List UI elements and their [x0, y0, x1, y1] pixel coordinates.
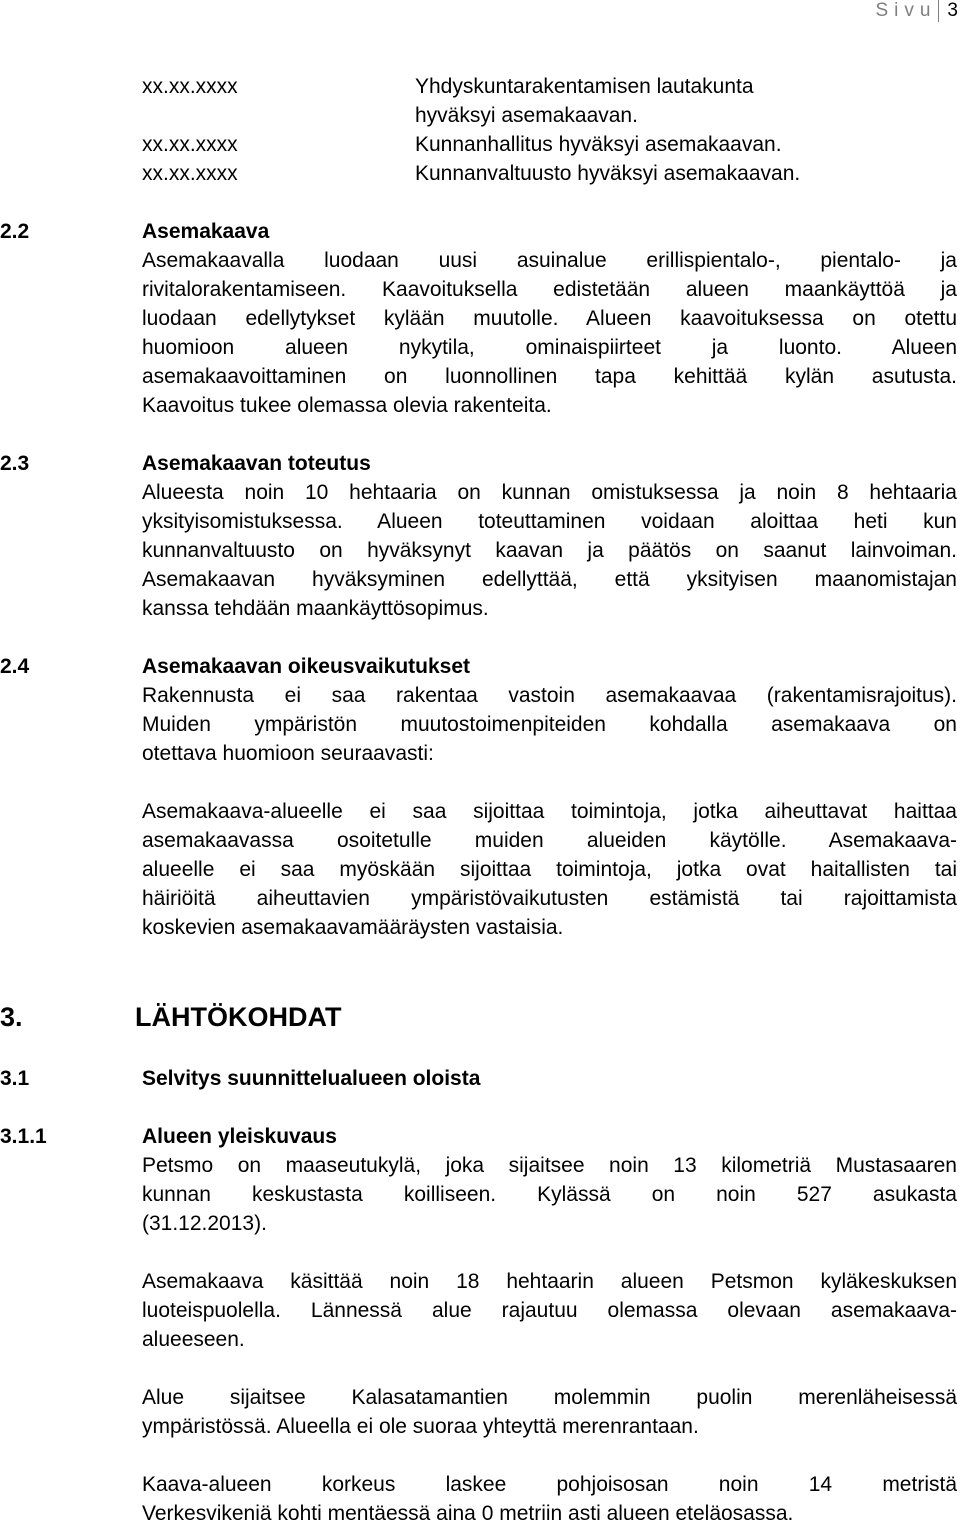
section-number: 2.3: [0, 452, 30, 475]
paragraph-line: Kaavoitus tukee olemassa olevia rakenteita.: [142, 394, 552, 417]
page-word: Sivu: [875, 0, 937, 21]
page-number-divider: [938, 0, 939, 22]
paragraph-line: Verkesvikeniä kohti mentäessä aina 0 metriin asti alueen eteläosassa.: [142, 1502, 794, 1525]
subsection-heading: Alueen yleiskuvaus: [142, 1125, 337, 1148]
paragraph-line: Kaava-alueen korkeus laskee pohjoisosan noin 14 metristä: [142, 1473, 957, 1496]
paragraph-line: huomioon alueen nykytila, ominaispiirteet ja luonto. Alueen: [142, 336, 957, 359]
section-number: 2.2: [0, 220, 30, 243]
history-text: Kunnanhallitus hyväksyi asemakaavan.: [415, 133, 782, 156]
page-number-header: [875, 0, 960, 22]
history-text: hyväksyi asemakaavan.: [415, 104, 638, 127]
history-text: Kunnanvaltuusto hyväksyi asemakaavan.: [415, 162, 801, 185]
paragraph-line: luoteispuolella. Lännessä alue rajautuu olemassa olevaan asemakaava-: [142, 1299, 957, 1322]
paragraph-line: kunnanvaltuusto on hyväksynyt kaavan ja päätös on saanut lainvoiman.: [142, 539, 957, 562]
section-number: 2.4: [0, 655, 30, 678]
paragraph-line: Asemakaava-alueelle ei saa sijoittaa toimintoja, jotka aiheuttavat haittaa: [142, 800, 957, 823]
paragraph-line: Alue sijaitsee Kalasatamantien molemmin puolin merenläheisessä: [142, 1386, 957, 1409]
chapter-number: 3.: [0, 1002, 23, 1032]
paragraph-line: alueelle ei saa myöskään sijoittaa toimintoja, jotka ovat haitallisten tai: [142, 858, 957, 881]
page-number: 3: [947, 0, 958, 21]
paragraph-line: yksityisomistuksessa. Alueen toteuttaminen voidaan aloittaa heti kun: [142, 510, 957, 533]
history-text: Yhdyskuntarakentamisen lautakunta: [415, 75, 754, 98]
paragraph-line: kunnan keskustasta koilliseen. Kylässä on noin 527 asukasta: [142, 1183, 957, 1206]
section-heading: Selvitys suunnittelualueen oloista: [142, 1067, 481, 1090]
paragraph-line: ympäristössä. Alueella ei ole suoraa yhteyttä merenrantaan.: [142, 1415, 699, 1438]
paragraph-line: otettava huomioon seuraavasti:: [142, 742, 434, 765]
section-heading: Asemakaava: [142, 220, 270, 243]
paragraph-line: Asemakaava käsittää noin 18 hehtaarin alueen Petsmon kyläkeskuksen: [142, 1270, 957, 1293]
paragraph-line: asemakaavassa osoitetulle muiden alueiden käytölle. Asemakaava-: [142, 829, 957, 852]
paragraph-line: alueeseen.: [142, 1328, 245, 1351]
paragraph-line: koskevien asemakaavamääräysten vastaisia.: [142, 916, 564, 939]
paragraph-line: rivitalorakentamiseen. Kaavoituksella edistetään alueen maankäyttöä ja: [142, 278, 957, 301]
paragraph-line: kanssa tehdään maankäyttösopimus.: [142, 597, 489, 620]
history-date: xx.xx.xxxx: [142, 133, 238, 156]
section-heading: Asemakaavan oikeusvaikutukset: [142, 655, 471, 678]
chapter-heading: LÄHTÖKOHDAT: [135, 1002, 342, 1032]
paragraph-line: Alueesta noin 10 hehtaaria on kunnan omistuksessa ja noin 8 hehtaaria: [142, 481, 957, 504]
paragraph-line: Petsmo on maaseutukylä, joka sijaitsee noin 13 kilometriä Mustasaaren: [142, 1154, 957, 1177]
paragraph-line: Rakennusta ei saa rakentaa vastoin asemakaavaa (rakentamisrajoitus).: [142, 684, 957, 707]
paragraph-line: (31.12.2013).: [142, 1212, 267, 1235]
history-date: xx.xx.xxxx: [142, 75, 238, 98]
paragraph-line: häiriöitä aiheuttavien ympäristövaikutusten estämistä tai rajoittamista: [142, 887, 957, 910]
paragraph-line: asemakaavoittaminen on luonnollinen tapa kehittää kylän asutusta.: [142, 365, 957, 388]
paragraph-line: Asemakaavan hyväksyminen edellyttää, että yksityisen maanomistajan: [142, 568, 957, 591]
paragraph-line: luodaan edellytykset kylään muutolle. Alueen kaavoituksessa on otettu: [142, 307, 957, 330]
paragraph-line: Muiden ympäristön muutostoimenpiteiden kohdalla asemakaava on: [142, 713, 957, 736]
history-date: xx.xx.xxxx: [142, 162, 238, 185]
paragraph-line: Asemakaavalla luodaan uusi asuinalue erillispientalo-, pientalo- ja: [142, 249, 957, 272]
section-heading: Asemakaavan toteutus: [142, 452, 371, 475]
subsection-number: 3.1.1: [0, 1125, 47, 1148]
section-number: 3.1: [0, 1067, 30, 1090]
